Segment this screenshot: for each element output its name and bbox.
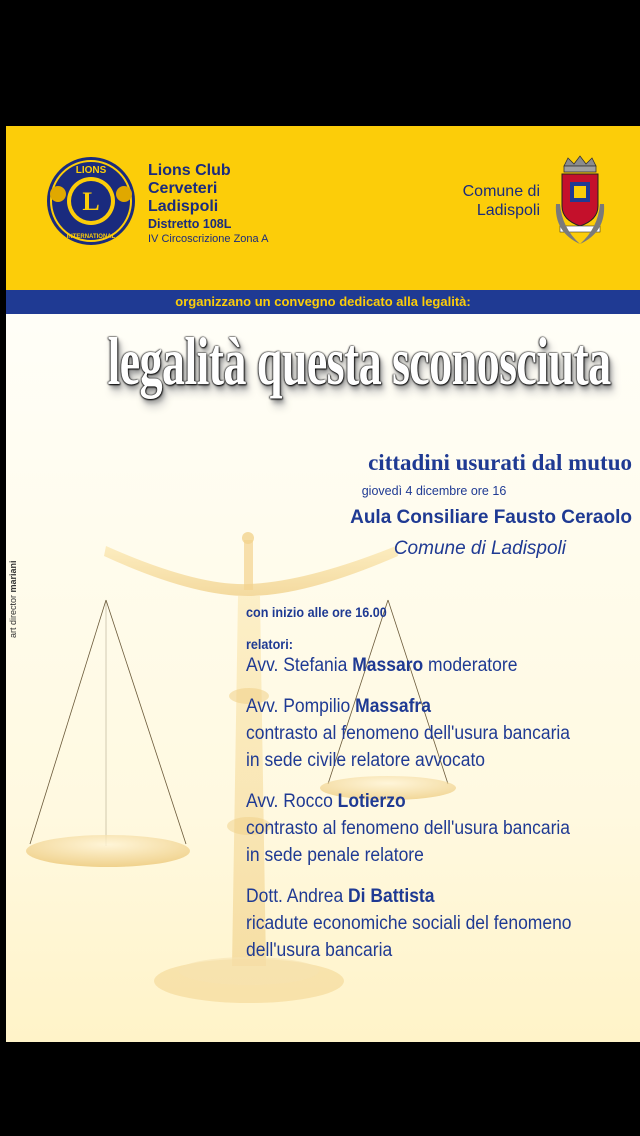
announcement-text: organizzano un convegno dedicato alla legalità: bbox=[175, 294, 471, 309]
speaker-4 bbox=[246, 883, 608, 910]
speaker-3-name: Avv. Rocco bbox=[246, 791, 338, 812]
ladispoli-coat-of-arms bbox=[550, 154, 610, 250]
speaker-2 bbox=[246, 693, 608, 720]
poster bbox=[6, 126, 640, 1042]
event-date: giovedì 4 dicembre ore 16 bbox=[361, 484, 507, 498]
lions-district: Distretto 108L bbox=[148, 217, 232, 231]
logo-letter: L bbox=[82, 187, 100, 216]
lions-zone: IV Circoscrizione Zona A bbox=[148, 233, 269, 245]
logo-top-text: LIONS bbox=[75, 165, 107, 176]
lions-club-logo bbox=[44, 154, 138, 248]
speaker-3-topic-line2: in sede penale relatore bbox=[246, 845, 424, 866]
speaker-3-surname: Lotierzo bbox=[337, 791, 406, 812]
speaker-2-name: Avv. Pompilio bbox=[246, 696, 356, 717]
speaker-2-topic-line1: contrasto al fenomeno dell'usura bancaria bbox=[246, 723, 571, 744]
lions-line1: Lions Club bbox=[148, 162, 231, 179]
speaker-1-name: Avv. Stefania bbox=[246, 655, 353, 676]
logo-bottom-text: INTERNATIONAL bbox=[66, 234, 116, 240]
speaker-1-role: moderatore bbox=[423, 655, 518, 676]
lions-line3: Ladispoli bbox=[148, 198, 219, 215]
speakers-label: relatori: bbox=[246, 636, 293, 652]
event-title: legalità questa sconosciuta bbox=[107, 323, 611, 399]
lions-line2: Cerveteri bbox=[148, 180, 218, 197]
credit-name: mariani bbox=[8, 560, 18, 593]
speaker-4-topic-line1: ricadute economiche sociali del fenomeno bbox=[246, 913, 572, 934]
credit-prefix: art director bbox=[8, 592, 18, 638]
art-director-credit bbox=[8, 458, 18, 638]
start-time: con inizio alle ore 16.00 bbox=[246, 604, 387, 620]
speaker-1-surname: Massaro bbox=[352, 655, 424, 676]
speaker-4-name: Dott. Andrea bbox=[246, 886, 349, 907]
speaker-3 bbox=[246, 788, 608, 815]
speaker-3-topic-line1: contrasto al fenomeno dell'usura bancaria bbox=[246, 818, 571, 839]
event-subtitle: cittadini usurati dal mutuo bbox=[368, 450, 632, 475]
lions-club-info bbox=[148, 162, 268, 246]
program-details bbox=[246, 604, 640, 964]
speaker-1 bbox=[246, 652, 608, 679]
event-location: Comune di Ladispoli bbox=[393, 538, 566, 559]
speaker-2-topic-line2: in sede civile relatore avvocato bbox=[246, 750, 486, 771]
comune-line2: Ladispoli bbox=[476, 202, 540, 219]
header-banner bbox=[6, 126, 640, 290]
comune-info bbox=[463, 182, 540, 220]
speaker-4-surname: Di Battista bbox=[348, 886, 435, 907]
comune-line1: Comune di bbox=[462, 183, 540, 200]
event-venue: Aula Consiliare Fausto Ceraolo bbox=[350, 507, 632, 528]
speaker-2-surname: Massafra bbox=[355, 696, 431, 717]
speaker-4-topic-line2: dell'usura bancaria bbox=[246, 940, 393, 961]
